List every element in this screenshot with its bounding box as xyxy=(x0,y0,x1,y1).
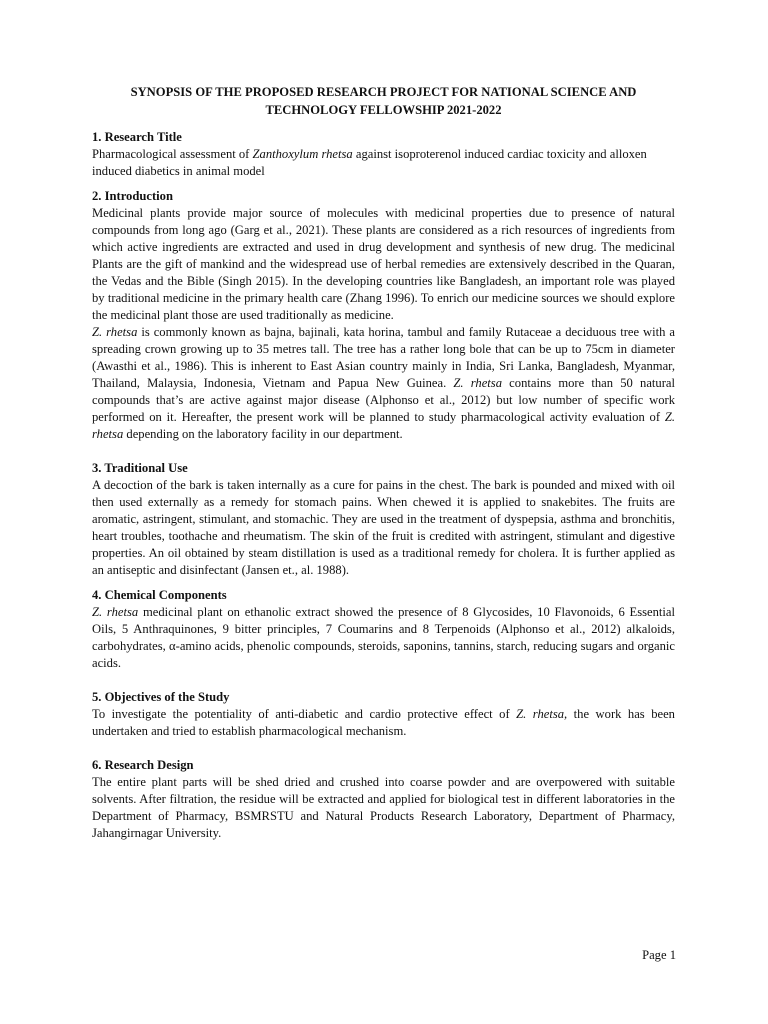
introduction-paragraph-1: Medicinal plants provide major source of molecules with medicinal properties due to presence of natural compounds from long ago (Garg et al., 2021). These plants are considered as a rich resources of ingredients from which active ingredients are extracted and used in drug development and synthesis of new drug. The medicinal Plants are the gift of mankind and the widespread use of herbal remedies are extensively described in the Quaran, the Vedas and the Bible (Singh 2015). In the developing countries like Bangladesh, an important role was played by traditional medicine in the primary health care (Zhang 1996). To enrich our medicine sources we should explore the medicinal plant those are used traditionally as medicine. xyxy=(92,206,675,322)
page-number: Page 1 xyxy=(642,948,676,962)
document-title: SYNOPSIS OF THE PROPOSED RESEARCH PROJECT FOR NATIONAL SCIENCE AND TECHNOLOGY FELLOWSHIP 2021-2022 xyxy=(130,85,637,117)
section-heading: 1. Research Title xyxy=(92,130,182,144)
section-introduction xyxy=(92,188,675,443)
section-research-title xyxy=(92,129,675,180)
introduction-paragraph-2: Z. rhetsa is commonly known as bajna, bajinali, kata horina, tambul and family Rutaceae a deciduous tree with a spreading crown growing up to 35 metres tall. The tree has a rather long bole that can be up to 75cm in diameter (Awasthi et al., 1986). This is inherent to East Asian country mainly in India, Sri Lanka, Bangladesh, Myanmar, Thailand, Malaysia, Indonesia, Vietnam and Papua New Guinea. Z. rhetsa contains more than 50 natural compounds that’s are active against major disease (Alphonso et al., 2012) but low number of specific work performed on it. Hereafter, the present work will be planned to study pharmacological activity evaluation of Z. rhetsa depending on the laboratory facility in our department. xyxy=(92,325,675,441)
document-page xyxy=(92,84,675,842)
section-traditional-use xyxy=(92,460,675,579)
section-objectives xyxy=(92,689,675,740)
section-heading: 3. Traditional Use xyxy=(92,461,188,475)
section-heading: 2. Introduction xyxy=(92,189,173,203)
species-name: Z. rhetsa xyxy=(453,376,502,390)
species-name: Z. rhetsa, xyxy=(516,707,568,721)
section-heading: 6. Research Design xyxy=(92,758,194,772)
species-name: Z. rhetsa xyxy=(92,410,675,441)
section-heading: 5. Objectives of the Study xyxy=(92,690,230,704)
research-title-text: Pharmacological assessment of Zanthoxylum rhetsa against isoproterenol induced cardiac toxicity and alloxen induced diabetics in animal model xyxy=(92,147,647,178)
traditional-use-paragraph: A decoction of the bark is taken internally as a cure for pains in the chest. The bark is pounded and mixed with oil then used externally as a remedy for stomach pains. When chewed it is applied to snakebites. The fruits are aromatic, astringent, stimulant, and stomachic. They are used in the treatment of dyspepsia, asthma and bronchitis, heart troubles, toothache and rheumatism. The skin of the fruit is credited with astringent, stimulant and digestive properties. An oil obtained by steam distillation is used as a traditional remedy for cholera. It is further applied as an antiseptic and disinfectant (Jansen et., al. 1988). xyxy=(92,478,675,577)
objectives-paragraph: To investigate the potentiality of anti-diabetic and cardio protective effect of Z. rhetsa, the work has been undertaken and tried to establish pharmacological mechanism. xyxy=(92,707,675,738)
section-heading: 4. Chemical Components xyxy=(92,588,227,602)
species-name: Zanthoxylum rhetsa xyxy=(252,147,353,161)
chemical-components-paragraph: Z. rhetsa medicinal plant on ethanolic extract showed the presence of 8 Glycosides, 10 Flavonoids, 6 Essential Oils, 5 Anthraquinones, 9 bitter principles, 7 Coumarins and 8 Terpenoids (Alphonso et al., 2012) alkaloids, carbohydrates, α-amino acids, phenolic compounds, steroids, saponins, tannins, starch, reducing sugars and organic acids. xyxy=(92,605,675,670)
species-name: Z. rhetsa xyxy=(92,325,138,339)
species-name: Z. rhetsa xyxy=(92,605,139,619)
research-design-paragraph: The entire plant parts will be shed dried and crushed into coarse powder and are overpowered with suitable solvents. After filtration, the residue will be extracted and applied for biological test in different laboratories in the Department of Pharmacy, BSMRSTU and Natural Products Research Laboratory, Department of Pharmacy, Jahangirnagar University. xyxy=(92,775,675,840)
section-research-design xyxy=(92,757,675,842)
section-chemical-components xyxy=(92,587,675,672)
